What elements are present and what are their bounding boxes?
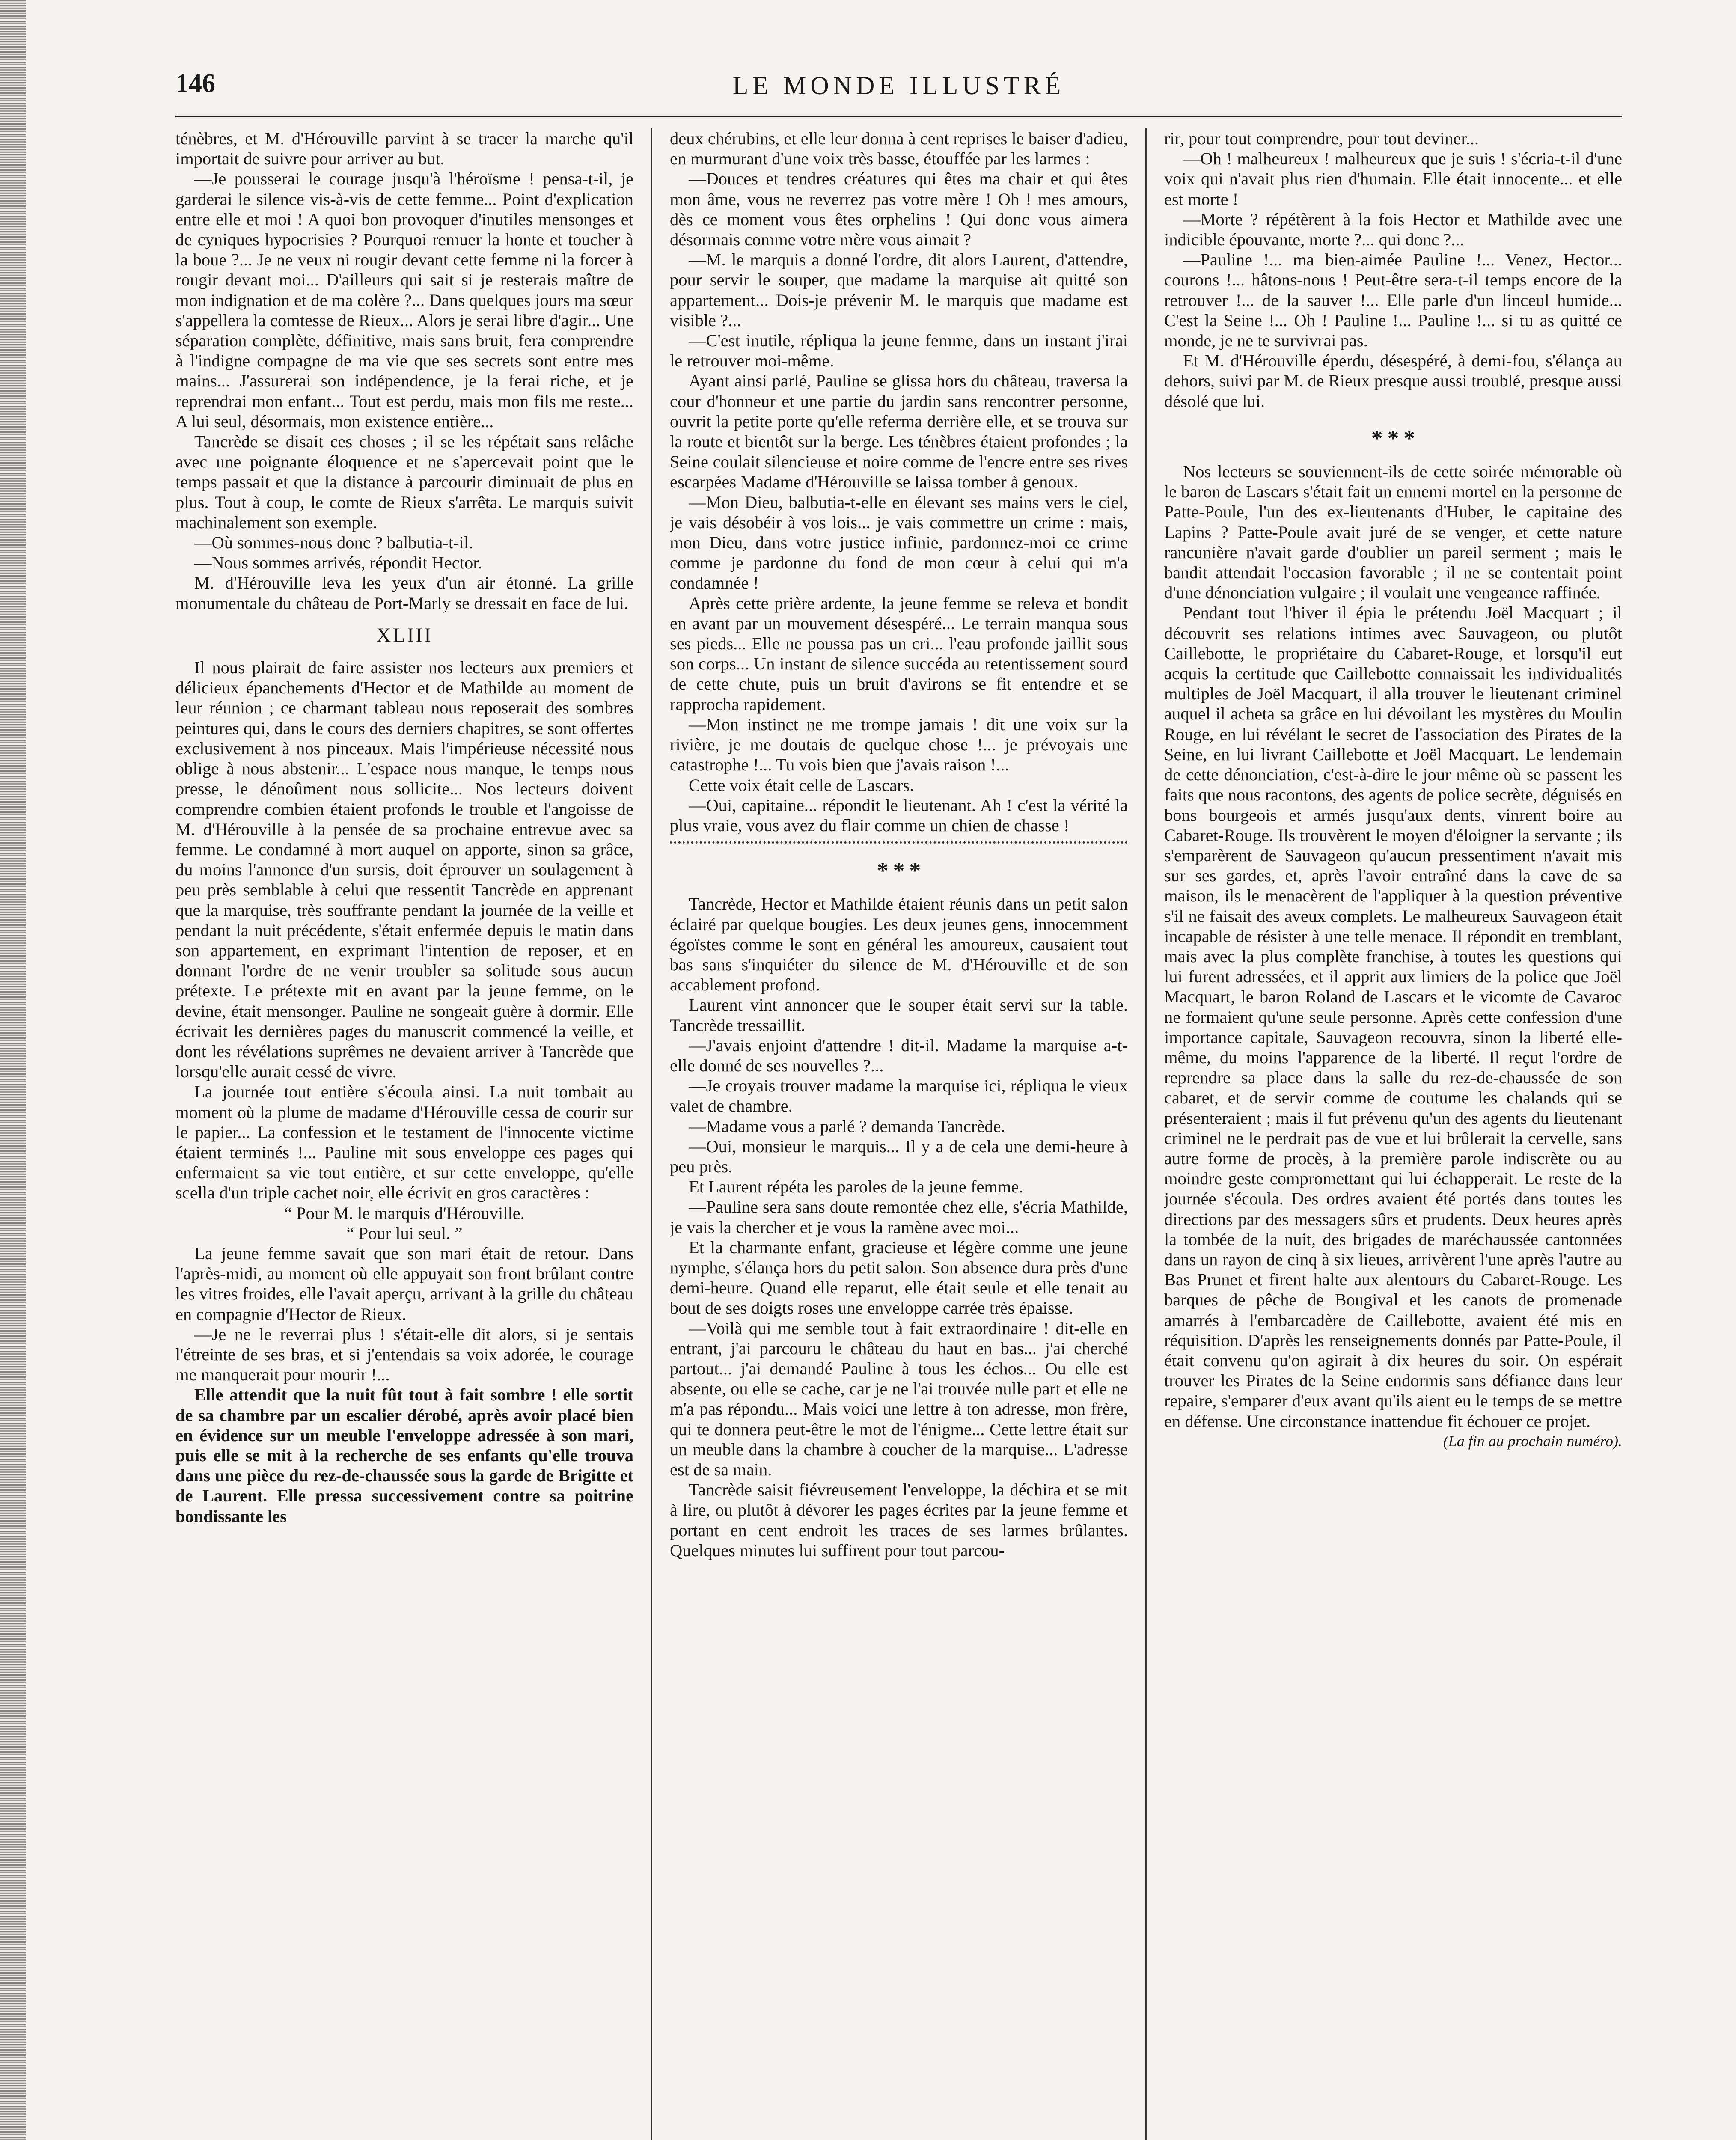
paragraph: Laurent vint annoncer que le souper était servi sur la table. Tancrède tressaillit. <box>670 995 1128 1035</box>
paragraph: —Morte ? répétèrent à la fois Hector et Mathilde avec une indicible épouvante, morte ?... qui donc ?... <box>1164 209 1622 250</box>
column-rule <box>651 128 652 2140</box>
paragraph: —Pauline !... ma bien-aimée Pauline !... Venez, Hector... courons !... hâtons-nous ! Peut-être sera-t-il temps encore de la retrouver !... de la sauver !... Elle parle d'un linceul humide... C'est la Seine !... Oh ! Pauline !... Pauline !... si tu as quitté ce monde, je ne te survivrai pas. <box>1164 250 1622 351</box>
paragraph: Après cette prière ardente, la jeune femme se releva et bondit en avant par un mouvement désespéré... Le terrain manqua sous ses pieds... Elle ne poussa pas un cri... l'eau profonde jaillit sous son corps... Un instant de silence succéda au retentissement sourd de cette chute, puis un bruit d'avirons se fit entendre et se rapprocha rapidement. <box>670 593 1128 714</box>
masthead-title: LE MONDE ILLUSTRÉ <box>732 71 1065 100</box>
paragraph: Tancrède se disait ces choses ; il se les répétait sans relâche avec une poignante éloquence et ne s'apercevait point que le temps passait et que la distance à parcourir diminuait de plus en plus. Tout à coup, le comte de Rieux s'arrêta. Le marquis suivit machinalement son exemple. <box>175 432 633 532</box>
newspaper-page <box>175 64 1622 2140</box>
paragraph: Et M. d'Hérouville éperdu, désespéré, à demi-fou, s'élança au dehors, suivi par M. de Rieux presque aussi troublé, presque aussi désolé que lui. <box>1164 351 1622 411</box>
text-columns <box>175 128 1622 2140</box>
paragraph: —Où sommes-nous donc ? balbutia-t-il. <box>194 533 473 553</box>
paragraph: —Oh ! malheureux ! malheureux que je suis ! s'écria-t-il d'une voix qui n'avait plus rien d'humain. Elle était innocente... et elle est morte ! <box>1164 149 1622 209</box>
chapter-heading: XLIII <box>376 624 433 647</box>
asterism-separator: * * * <box>1371 425 1415 451</box>
paragraph: —Voilà qui me semble tout à fait extraordinaire ! dit-elle en entrant, j'ai parcouru le château du haut en bas... j'ai cherché partout... j'ai demandé Pauline à tous les échos... Ou elle est absente, ou elle se cache, car je ne l'ai trouvée nulle part et elle ne m'a pas répondu... Mais voici une lettre à ton adresse, mon frère, qui te donnera peut-être le mot de l'énigme... Cette lettre était sur un meuble dans la chambre à coucher de la marquise... L'adresse est de sa main. <box>670 1318 1128 1479</box>
column-rule <box>1145 128 1147 2140</box>
paragraph: rir, pour tout comprendre, pour tout deviner... <box>1164 129 1479 148</box>
paragraph: —Douces et tendres créatures qui êtes ma chair et qui êtes mon âme, vous ne reverrez pas votre mère ! Oh ! mes amours, dès ce moment vous êtes orphelins ! Qui donc vous aimera désormais comme votre mère vous aimait ? <box>670 169 1128 250</box>
paragraph: —Mon instinct ne me trompe jamais ! dit une voix sur la rivière, je me doutais de quelque chose !... je prévoyais une catastrophe !... Tu vois bien que j'avais raison !... <box>670 714 1128 775</box>
paragraph: Tancrède saisit fiévreusement l'enveloppe, la déchira et se mit à lire, ou plutôt à dévorer les pages écrites par la jeune femme et portant en cent endroit les traces de ses larmes brûlantes. Quelques minutes lui suffirent pour tout parcou- <box>670 1480 1128 1560</box>
page-header <box>175 64 1622 117</box>
column-1 <box>175 128 633 2140</box>
paragraph: Et Laurent répéta les paroles de la jeune femme. <box>689 1177 1023 1197</box>
paragraph: Et la charmante enfant, gracieuse et légère comme une jeune nymphe, s'élança hors du petit salon. Son absence dura près d'une demi-heure. Quand elle reparut, elle était seule et elle tenait au bout de ses doigts roses une enveloppe carrée très épaisse. <box>670 1237 1128 1318</box>
dotted-separator <box>670 841 1128 844</box>
paragraph: La journée tout entière s'écoula ainsi. La nuit tombait au moment où la plume de madame d'Hérouville cessa de courir sur le papier... La confession et le testament de l'innocente victime étaient terminés !... Pauline mit sous enveloppe ces pages qui enfermaient sa vie tout entière, et sur cette enveloppe, qu'elle scella d'un triple cachet noir, elle écrivit en gros caractères : <box>175 1082 633 1203</box>
paragraph: La jeune femme savait que son mari était de retour. Dans l'après-midi, au moment où elle appuyait son front brûlant contre les vitres froides, elle l'avait aperçu, arrivant à la grille du château en compagnie d'Hector de Rieux. <box>175 1243 633 1324</box>
paragraph: —Je ne le reverrai plus ! s'était-elle dit alors, si je sentais l'étreinte de ses bras, et si j'entendais sa voix adorée, le courage me manquerait pour mourir !... <box>175 1324 633 1385</box>
column-3 <box>1164 128 1622 2140</box>
paragraph: M. d'Hérouville leva les yeux d'un air étonné. La grille monumentale du château de Port-Marly se dressait en face de lui. <box>175 573 633 613</box>
paragraph: —Oui, capitaine... répondit le lieutenant. Ah ! c'est la vérité la plus vraie, vous avez du flair comme un chien de chasse ! <box>670 795 1128 835</box>
paragraph: Pendant tout l'hiver il épia le prétendu Joël Macquart ; il découvrit ses relations intimes avec Sauvageon, ou plutôt Caillebotte, le propriétaire du Cabaret-Rouge, et lorsqu'il eut acquis la certitude que Caillebotte connaissait les individualités multiples de Joël Macquart, il alla trouver le lieutenant criminel auquel il acheta sa grâce en lui dévoilant les mystères du Moulin Rouge, en lui révélant le secret de l'association des Pirates de la Seine, en lui livrant Caillebotte et Joël Macquart. Le lendemain de cette dénonciation, c'est-à-dire le jour même où se passent les faits que nous racontons, des agents de police secrète, déguisés en bons bourgeois et armés jusqu'aux dents, vinrent boire au Cabaret-Rouge. Ils trouvèrent le moyen d'éloigner la servante ; ils s'emparèrent de Sauvageon qu'aucun pressentiment n'avait mis sur ses gardes, et, après l'avoir entraîné dans la cave de sa maison, ils le menacèrent de l'appliquer à la question préventive s'il ne faisait des aveux complets. Le malheureux Sauvageon était incapable de résister à une telle menace. Il répondit en tremblant, mais avec la plus complète franchise, à toutes les questions qui lui furent adressées, et il apprit aux limiers de la police que Joël Macquart, le baron Roland de Lascars et le vicomte de Cavaroc ne formaient qu'une seule personne. Après cette confession d'une importance capitale, Sauvageon recouvra, sinon la liberté elle-même, du moins l'apparence de la liberté. Il reçut l'ordre de reprendre sa place dans la salle du rez-de-chaussée de son cabaret, et de servir comme de coutume les chalands qui se présenteraient ; mais il fut prévenu qu'un des agents du lieutenant criminel ne le perdrait pas de vue et lui brûlerait la cervelle, sans autre forme de procès, à la première parole indiscrète ou au moindre geste compromettant qui lui échapperait. Le reste de la journée s'écoula. Des ordres avaient été portés dans toutes les directions par des messagers sûrs et prudents. Deux heures après la tombée de la nuit, des brigades de maréchaussée cantonnées dans un rayon de cinq à six lieues, arrivèrent l'une après l'autre au Bas Prunet et firent halte aux alentours du Cabaret-Rouge. Les barques de pêche de Bougival et les canots de promenade amarrés à l'embarcadère de Caillebotte, avaient été mis en réquisition. D'après les renseignements donnés par Patte-Poule, il était convenu qu'on agirait à dix heures du soir. On espérait trouver les Pirates de la Seine endormis sans défiance dans leur repaire, s'emparer d'eux avant qu'ils aient eu le temps de se mettre en défense. Une circonstance inattendue fit échouer ce projet. <box>1164 603 1622 1431</box>
paragraph: Elle attendit que la nuit fût tout à fait sombre ! elle sortit de sa chambre par un escalier dérobé, après avoir placé bien en évidence sur un meuble l'enveloppe adressée à son mari, puis elle se mit à la recherche de ses enfants qu'elle trouva dans une pièce du rez-de-chaussée sous la garde de Brigitte et de Laurent. Elle pressa successivement contre sa poitrine bondissante les <box>175 1385 633 1526</box>
paragraph: —Nous sommes arrivés, répondit Hector. <box>194 553 482 573</box>
envelope-address-line: “ Pour M. le marquis d'Hérouville. <box>284 1203 525 1223</box>
paragraph: —Je croyais trouver madame la marquise ici, répliqua le vieux valet de chambre. <box>670 1076 1128 1116</box>
paragraph: —M. le marquis a donné l'ordre, dit alors Laurent, d'attendre, pour servir le souper, que madame la marquise ait quitté son appartement... Dois-je prévenir M. le marquis que madame est visible ?... <box>670 250 1128 330</box>
envelope-address-line: “ Pour lui seul. ” <box>346 1223 463 1243</box>
paragraph: deux chérubins, et elle leur donna à cent reprises le baiser d'adieu, en murmurant d'une voix très basse, étouffée par les larmes : <box>670 129 1128 169</box>
paragraph: Ayant ainsi parlé, Pauline se glissa hors du château, traversa la cour d'honneur et une partie du jardin sans rencontrer personne, ouvrit la petite porte qu'elle referma derrière elle, et se trouva sur la route et bientôt sur la berge. Les ténèbres étaient profondes ; la Seine coulait silencieuse et noire comme de l'encre entre ses rives escarpées Madame d'Hérouville se laissa tomber à genoux. <box>670 371 1128 492</box>
binding-edge <box>0 0 26 2140</box>
paragraph: Il nous plairait de faire assister nos lecteurs aux premiers et délicieux épanchements d'Hector et de Mathilde au moment de leur réunion ; ce charmant tableau nous reposerait des sombres peintures qui, dans le cours des derniers chapitres, se sont offertes exclusivement à nos pinceaux. Mais l'impérieuse nécessité nous oblige à nous abstenir... L'espace nous manque, le temps nous presse, le dénoûment nous sollicite... Nos lecteurs doivent comprendre combien étaient profonds le trouble et l'angoisse de M. d'Hérouville à la pensée de sa prochaine entrevue avec sa femme. Le condamné à mort auquel on apporte, sinon sa grâce, du moins l'annonce d'un sursis, doit éprouver un soulagement à peu près semblable à celui que ressentit Tancrède en apprenant que la marquise, très souffrante pendant la journée de la veille et pendant la nuit précédente, s'était enfermée depuis le matin dans son appartement, en exprimant l'intention de reposer, et en donnant l'ordre de ne venir troubler sa solitude sous aucun prétexte. Le prétexte mit en avant par la jeune femme, on le devine, était mensonger. Pauline ne songeait guère à dormir. Elle écrivait les dernières pages du manuscrit commencé la veille, et dont les révélations suprêmes ne devaient arriver à Tancrède que lorsqu'elle aurait cessé de vivre. <box>175 658 633 1082</box>
asterism-separator: * * * <box>877 858 921 884</box>
column-2 <box>670 128 1128 2140</box>
paragraph: ténèbres, et M. d'Hérouville parvint à se tracer la marche qu'il importait de suivre pour arriver au but. <box>175 129 633 169</box>
paragraph: Cette voix était celle de Lascars. <box>689 775 914 795</box>
paragraph: —Madame vous a parlé ? demanda Tancrède. <box>689 1116 1005 1136</box>
paragraph: Nos lecteurs se souviennent-ils de cette soirée mémorable où le baron de Lascars s'était fait un ennemi mortel en la personne de Patte-Poule, l'un des ex-lieutenants d'Huber, le capitaine des Lapins ? Patte-Poule avait juré de se venger, et cette nature rancunière n'avait garde d'oublier un pareil serment ; mais le bandit attendait l'occasion favorable ; il ne se contentait point d'une dénonciation vulgaire ; il voulait une vengeance raffinée. <box>1164 462 1622 603</box>
paragraph: —Mon Dieu, balbutia-t-elle en élevant ses mains vers le ciel, je vais désobéir à vos lois... je vais commettre un crime : mais, mon Dieu, dans votre justice infinie, pardonnez-moi ce crime comme je pardonne du fond de mon cœur à celui qui m'a condamnée ! <box>670 492 1128 593</box>
continued-note: (La fin au prochain numéro). <box>1443 1432 1622 1450</box>
paragraph: —J'avais enjoint d'attendre ! dit-il. Madame la marquise a-t-elle donné de ses nouvelles ?... <box>670 1035 1128 1075</box>
paragraph: —C'est inutile, répliqua la jeune femme, dans un instant j'irai le retrouver moi-même. <box>670 331 1128 371</box>
paragraph: Tancrède, Hector et Mathilde étaient réunis dans un petit salon éclairé par quelque bougies. Les deux jeunes gens, innocemment égoïstes comme le sont en général les amoureux, causaient tout bas sans s'inquiéter du silence de M. d'Hérouville et de son accablement profond. <box>670 894 1128 995</box>
paragraph: —Oui, monsieur le marquis... Il y a de cela une demi-heure à peu près. <box>670 1136 1128 1176</box>
paragraph: —Pauline sera sans doute remontée chez elle, s'écria Mathilde, je vais la chercher et je vous la ramène avec moi... <box>670 1197 1128 1237</box>
paragraph: —Je pousserai le courage jusqu'à l'héroïsme ! pensa-t-il, je garderai le silence vis-à-vis de cette femme... Point d'explication entre elle et moi ! A quoi bon provoquer d'inutiles mensonges et de cyniques hypocrisies ? Pourquoi remuer la honte et toucher à la boue ?... Je ne veux ni rougir devant cette femme ni la forcer à rougir devant moi... D'ailleurs qui sait si je resterais maître de mon indignation et de ma colère ?... Dans quelques jours ma sœur s'appellera la comtesse de Rieux... Alors je serai libre d'agir... Une séparation complète, définitive, mais sans bruit, fera comprendre à l'indigne compagne de ma vie que ses secrets sont entre mes mains... J'assurerai son indépendence, je la ferai riche, et je reprendrai mon enfant... Tout est perdu, mais mon fils me reste... A lui seul, désormais, mon existence entière... <box>175 169 633 431</box>
page-number: 146 <box>175 69 215 98</box>
